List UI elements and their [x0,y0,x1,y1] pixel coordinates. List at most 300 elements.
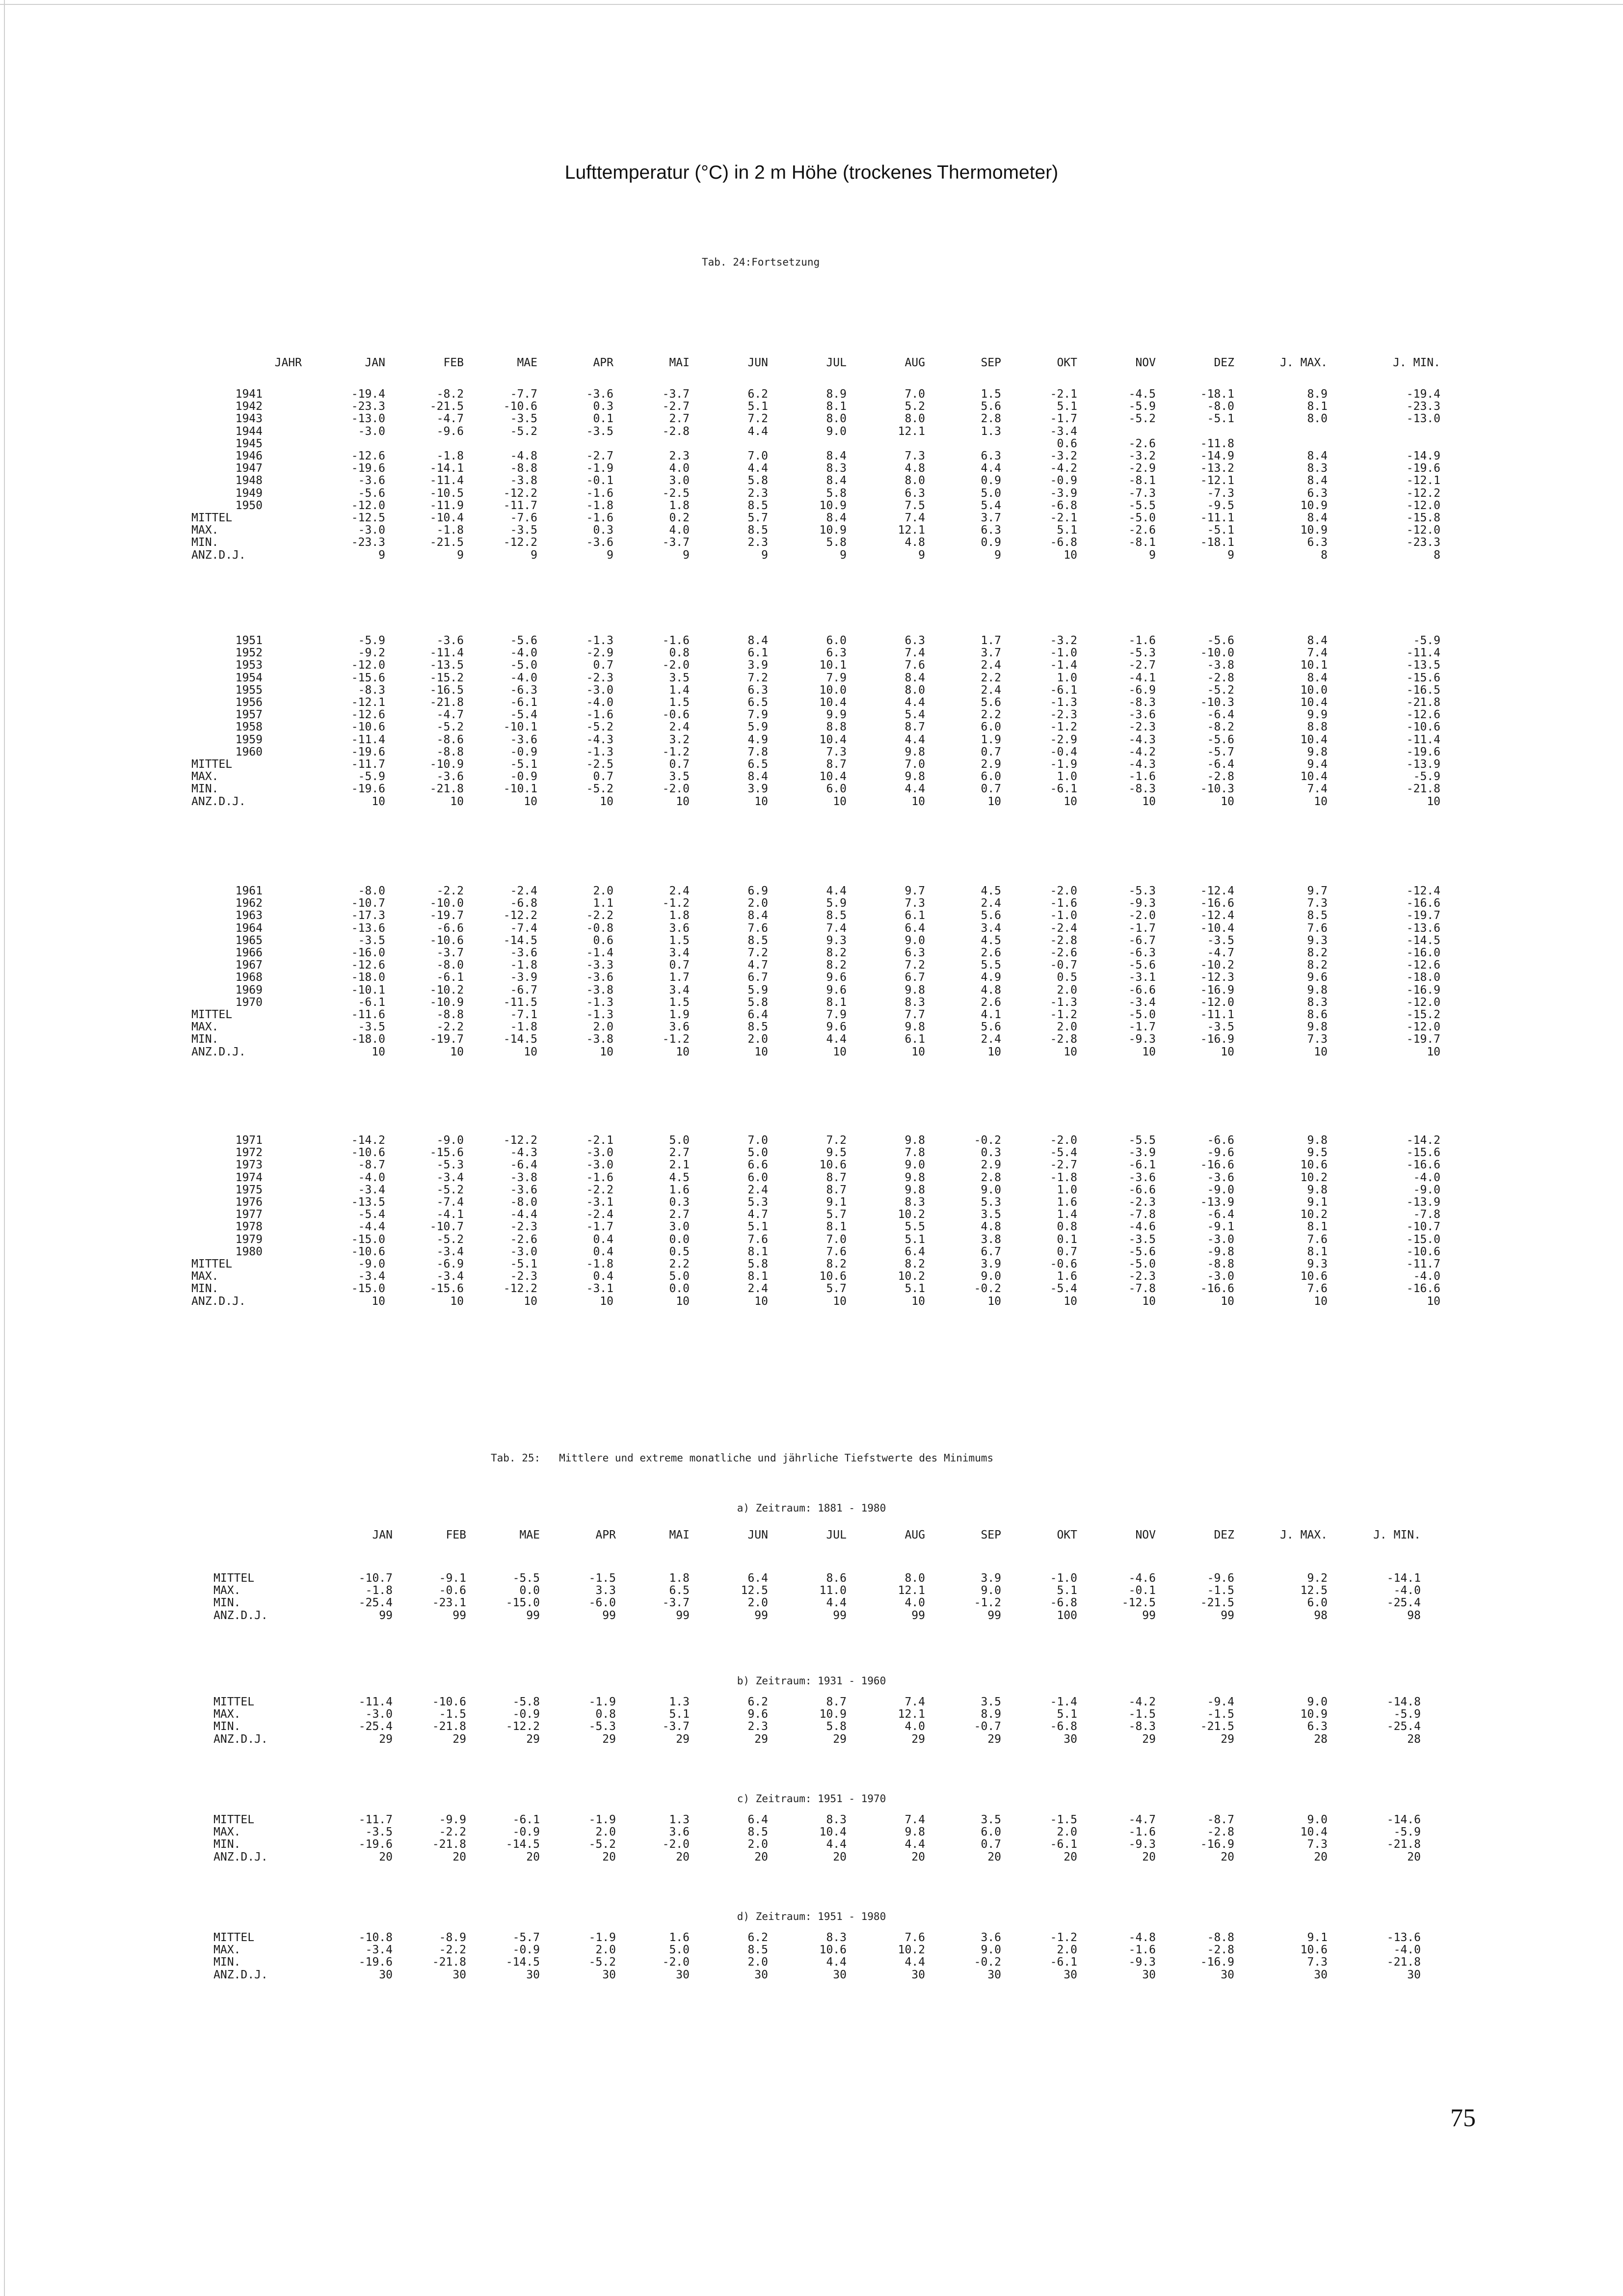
table-cell: 8.3 [905,996,925,1009]
table-cell: 10.6 [819,1270,847,1283]
table-cell: 10.2 [898,1270,925,1283]
table-cell: 5.8 [747,996,768,1009]
table-cell: 9.0 [1307,1813,1328,1826]
table-cell: 6.5 [669,1584,690,1597]
table-cell: 7.3 [1307,1956,1328,1969]
table-cell: -1.0 [1050,647,1077,660]
section-label: c) Zeitraum: 1951 - 1970 [737,1793,886,1805]
table-cell: -19.7 [1406,909,1440,922]
table-cell: -9.8 [1207,1245,1234,1258]
table-cell: 10 [754,795,768,808]
table-cell: -5.9 [358,634,385,647]
table-cell: -10.2 [429,983,464,997]
table-cell: 10.0 [1300,683,1328,697]
table-cell: -1.5 [1207,1708,1234,1721]
table-cell: -8.0 [436,959,464,972]
table-cell: 6.0 [981,721,1001,734]
table-cell: 29 [911,1732,925,1746]
table-cell: 9.8 [905,1171,925,1184]
table-cell: -2.7 [1128,659,1156,672]
table-cell: 8.3 [1307,996,1328,1009]
table-cell: -13.0 [1406,412,1440,426]
year-label: 1968 [235,971,263,984]
section-label: a) Zeitraum: 1881 - 1980 [737,1502,886,1514]
table-cell: 1.7 [981,634,1001,647]
table-cell: -3.3 [586,959,613,972]
table-cell: 7.0 [905,758,925,771]
table-cell: -3.7 [662,1720,690,1733]
year-label: 1958 [235,721,263,734]
table-cell: -3.6 [358,474,385,487]
column-header-jul: JUL [826,356,847,369]
table-cell: 10.4 [819,733,847,746]
table-row [0,794,1623,809]
table-cell: -3.9 [510,971,537,984]
table-row [0,1045,1623,1059]
table-cell: -5.4 [1050,1146,1077,1160]
table-cell: -2.0 [1050,885,1077,897]
table-cell: -15.0 [1406,1233,1440,1246]
table-cell: -4.5 [1128,388,1156,401]
table-cell: -1.5 [439,1708,466,1721]
table-cell: -14.5 [1406,934,1440,947]
table-cell: 4.9 [747,733,768,746]
table-cell: 9.3 [1307,1258,1328,1270]
table-cell: 7.6 [905,659,925,672]
table-cell: 10.2 [1300,1171,1328,1184]
row-label: ANZ.D.J. [191,548,246,562]
table-cell: -8.1 [1128,474,1156,487]
table-cell: 99 [1221,1609,1234,1622]
table-cell: 9 [531,548,537,562]
year-label: 1948 [235,474,263,487]
table-cell: -4.0 [1413,1171,1440,1184]
table-cell: 6.4 [747,1008,768,1021]
table-cell: 5.0 [669,1944,690,1957]
table-cell: 4.4 [905,783,925,796]
table-cell: -2.0 [662,1838,690,1851]
table-cell: 10 [1221,795,1234,808]
table-cell: 9.8 [1307,1134,1328,1147]
table-cell: 99 [526,1609,540,1622]
table-cell: -3.7 [662,1596,690,1610]
table-cell: 5.0 [747,1146,768,1160]
table-cell: -8.8 [436,1008,464,1021]
table-cell: 5.8 [747,474,768,487]
table-cell: -9.1 [1207,1220,1234,1234]
table-cell: -3.0 [358,524,385,537]
row-label: MAX. [191,1021,219,1034]
table-cell: -14.6 [1386,1813,1421,1826]
year-label: 1956 [235,696,263,709]
table-cell: -2.4 [586,1208,613,1221]
table-cell: 10.6 [1300,1944,1328,1957]
table-cell: -3.4 [1128,996,1156,1009]
table-cell: -19.6 [358,1956,393,1969]
table-cell: -13.5 [1406,659,1440,672]
table-cell: -4.0 [1413,1270,1440,1283]
table-cell: 6.3 [981,450,1001,462]
table-cell: -10.6 [351,1146,385,1160]
table-cell: -8.0 [510,1196,537,1209]
table-cell: 10 [987,795,1001,808]
table-cell: -0.1 [1128,1584,1156,1597]
table-cell: 4.5 [981,885,1001,897]
row-label: MIN. [213,1596,241,1610]
table-cell: 7.6 [747,921,768,935]
table-cell: 9.1 [826,1196,847,1209]
table-cell: 0.6 [1057,437,1077,450]
table-cell: -12.0 [351,659,385,672]
table-cell: 7.2 [826,1134,847,1147]
table-cell: -6.6 [436,921,464,935]
table-cell: 7.3 [1307,1033,1328,1046]
table-cell: 9.0 [826,425,847,438]
table-cell: -11.7 [358,1813,393,1826]
table-cell: 3.9 [981,1572,1001,1585]
table-cell: -2.9 [1050,733,1077,746]
table-cell: 6.0 [747,1171,768,1184]
table-cell: -5.5 [1128,1134,1156,1147]
table-cell: -4.1 [436,1208,464,1221]
table-cell: 9 [761,548,768,562]
table-cell: -15.6 [351,671,385,684]
table-cell: -21.8 [432,1720,466,1733]
table-cell: 2.0 [593,1021,613,1034]
table-cell: 0.1 [1057,1233,1077,1246]
table-cell: -5.3 [588,1720,616,1733]
table-cell: -5.3 [1128,885,1156,897]
table-cell: -7.7 [510,388,537,401]
table-cell: 10 [911,795,925,808]
table-cell: 10.6 [819,1944,847,1957]
table-cell: 9.8 [1307,983,1328,997]
table-cell: 10 [754,1295,768,1308]
page-title: Lufttemperatur (°C) in 2 m Höhe (trockenes Thermometer) [564,162,1059,183]
table-cell: 10 [911,1045,925,1058]
table-cell: -5.9 [358,770,385,783]
table-cell: 6.1 [905,909,925,922]
table-cell: 10 [1314,1295,1328,1308]
table-cell: -21.5 [429,536,464,549]
table-cell: -16.9 [1200,1956,1234,1969]
table-cell: -5.4 [1050,1282,1077,1296]
table-cell: -0.8 [586,921,613,935]
table-cell: 10.4 [819,1826,847,1839]
year-label: 1978 [235,1220,263,1234]
table-cell: 0.5 [669,1245,690,1258]
table-cell: -10.6 [429,934,464,947]
year-label: 1969 [235,983,263,997]
table-cell: -10.7 [358,1572,393,1585]
table-cell: -11.7 [1406,1258,1440,1270]
table-cell: 9 [994,548,1001,562]
table-cell: -23.1 [432,1596,466,1610]
table-cell: 8.3 [826,1931,847,1944]
table-cell: 3.6 [981,1931,1001,1944]
table-cell: 6.7 [981,1245,1001,1258]
table-cell: -1.6 [1128,634,1156,647]
table-cell: 4.4 [826,1596,847,1610]
table-cell: 10 [1427,1045,1440,1058]
table-cell: 2.4 [747,1183,768,1196]
table-cell: 2.7 [669,412,690,426]
table-cell: 9 [840,548,847,562]
table-cell: -16.5 [1406,683,1440,697]
table-cell: 30 [452,1968,466,1981]
table-cell: 8.2 [905,1258,925,1270]
table-cell: -2.2 [436,885,464,897]
table-cell: 8.8 [826,721,847,734]
table-cell: 1.5 [669,934,690,947]
table-cell: 8.4 [1307,634,1328,647]
row-label: MAX. [213,1944,241,1957]
table-cell: -3.9 [1128,1146,1156,1160]
table-cell: -3.1 [586,1282,613,1296]
table-cell: -13.6 [1406,921,1440,935]
table-cell: 4.0 [905,1720,925,1733]
table-cell: 0.3 [593,400,613,413]
table-cell: 0.7 [593,770,613,783]
row-label: MAX. [213,1826,241,1839]
table-cell: -3.6 [510,946,537,959]
table-cell: 10 [676,795,690,808]
table-cell: 9.8 [1307,1021,1328,1034]
table-cell: -16.6 [1200,897,1234,910]
table-cell: -11.4 [358,1696,393,1708]
table-cell: 0.8 [1057,1220,1077,1234]
table-cell: 4.7 [747,959,768,972]
table-cell: -9.0 [436,1134,464,1147]
table-cell: 5.4 [981,499,1001,512]
table-cell: 0.0 [669,1233,690,1246]
table-cell: 100 [1057,1609,1077,1622]
table-cell: -5.2 [436,1183,464,1196]
table-cell: 10.9 [819,499,847,512]
table-cell: 8.5 [747,1944,768,1957]
table-cell: -10.9 [429,996,464,1009]
table-cell: -4.6 [1128,1220,1156,1234]
table-cell: 99 [1142,1609,1156,1622]
table-cell: 1.9 [981,733,1001,746]
table-cell: -15.8 [1406,512,1440,524]
table-cell: 0.7 [669,758,690,771]
table-cell: 7.0 [826,1233,847,1246]
table-cell: 5.4 [905,708,925,722]
table-cell: 3.3 [595,1584,616,1597]
table-cell: -0.9 [1050,474,1077,487]
table-row [0,548,1623,563]
column-header-jan: JAN [365,356,385,369]
table-cell: 7.2 [905,959,925,972]
row-label: ANZ.D.J. [191,1295,246,1308]
table-cell: -21.5 [1200,1596,1234,1610]
table-cell: 7.8 [747,745,768,758]
table-cell: 10 [372,1295,385,1308]
table-cell: 4.7 [747,1208,768,1221]
table-cell: -6.9 [436,1258,464,1270]
table-cell: -8.3 [1128,783,1156,796]
year-label: 1957 [235,708,263,722]
table-cell: 99 [911,1609,925,1622]
table-cell: 9.8 [905,1021,925,1034]
table-cell: 10 [1314,1045,1328,1058]
table-cell: -8.2 [1207,721,1234,734]
table-cell: -2.7 [586,450,613,462]
table-cell: 3.5 [981,1208,1001,1221]
table-cell: -1.9 [588,1813,616,1826]
table-cell: -2.0 [662,783,690,796]
table-cell: -10.3 [1200,783,1234,796]
table-cell: -2.2 [436,1021,464,1034]
table-cell: -4.7 [1207,946,1234,959]
table-cell: 7.3 [1307,897,1328,910]
table-cell: -10.6 [1406,721,1440,734]
table-cell: 10.4 [1300,770,1328,783]
table-cell: 6.3 [1307,486,1328,500]
table-cell: 5.5 [981,959,1001,972]
table-cell: 10 [450,1295,464,1308]
table-cell: 2.1 [669,1159,690,1172]
table-cell: 8.1 [826,1220,847,1234]
table-cell: 10 [524,1045,537,1058]
table-cell: 8.4 [1307,671,1328,684]
row-label: MIN. [191,1033,219,1046]
table-cell: 10.1 [819,659,847,672]
table-cell: -2.8 [662,425,690,438]
table-cell: 5.6 [981,1021,1001,1034]
table-cell: -3.1 [1128,971,1156,984]
table-cell: 8.4 [1307,450,1328,462]
table-cell: 10.6 [1300,1159,1328,1172]
table-cell: -0.9 [510,770,537,783]
table-cell: 8.5 [747,524,768,537]
table-cell: -16.0 [1406,946,1440,959]
table-cell: 4.4 [747,425,768,438]
table-cell: -9.5 [1207,499,1234,512]
table-cell: 0.6 [593,934,613,947]
table-cell: 7.6 [1307,1233,1328,1246]
table-cell: -1.9 [1050,758,1077,771]
table-cell: 2.4 [981,659,1001,672]
table-cell: 99 [676,1609,690,1622]
table-cell: 99 [754,1609,768,1622]
table-cell: -5.2 [588,1838,616,1851]
table-cell: 2.9 [981,1159,1001,1172]
table-cell: 30 [676,1968,690,1981]
table-cell: -6.1 [510,696,537,709]
table-cell: 8.1 [826,400,847,413]
table-cell: 1.8 [669,499,690,512]
table-cell: 9 [457,548,464,562]
table-cell: 9.0 [1307,1696,1328,1708]
table-cell: -1.6 [1128,1826,1156,1839]
table-cell: -2.9 [586,647,613,660]
column-header-nov: NOV [1135,1529,1156,1541]
table-cell: 9.8 [905,1134,925,1147]
table-cell: 9.7 [905,885,925,897]
table-cell: -16.5 [429,683,464,697]
page-number: 75 [1450,2104,1476,2132]
table-cell: -2.8 [1207,1944,1234,1957]
table-cell: 1.6 [669,1183,690,1196]
table-cell: -5.2 [586,721,613,734]
table-cell: -16.9 [1406,983,1440,997]
table-cell: -2.3 [1050,708,1077,722]
table-cell: -21.8 [1406,783,1440,796]
table-cell: -10.7 [429,1220,464,1234]
year-label: 1943 [235,412,263,426]
year-label: 1977 [235,1208,263,1221]
table-cell: -5.2 [510,425,537,438]
table-cell: -13.9 [1406,758,1440,771]
table-cell: 30 [1407,1968,1421,1981]
table-row [0,1608,1623,1623]
table-cell: 3.6 [669,921,690,935]
table-cell: -3.5 [1207,934,1234,947]
table-cell: 10.9 [1300,499,1328,512]
table-cell: 7.6 [826,1245,847,1258]
row-label: MAX. [213,1708,241,1721]
table-cell: 9.7 [1307,885,1328,897]
table-cell: 3.6 [669,1021,690,1034]
table-cell: -15.2 [1406,1008,1440,1021]
table-cell: 8.9 [1307,388,1328,401]
table-cell: -3.0 [586,1159,613,1172]
table-cell: -15.0 [351,1233,385,1246]
table-cell: -21.8 [1406,696,1440,709]
table-cell: -1.7 [1128,921,1156,935]
table-cell: -3.0 [365,1708,393,1721]
row-label: MIN. [213,1838,241,1851]
table-cell: -6.4 [1207,708,1234,722]
table-cell: 8.2 [1307,959,1328,972]
table-cell: 1.0 [1057,770,1077,783]
table-cell: -14.1 [429,462,464,475]
table-cell: 2.0 [595,1944,616,1957]
table-cell: -5.2 [436,721,464,734]
table-cell: -4.0 [510,647,537,660]
table-cell: 8.1 [826,996,847,1009]
table-cell: 2.0 [747,1596,768,1610]
table-cell: 5.8 [826,486,847,500]
table-cell: -1.6 [662,634,690,647]
table-cell: 20 [1064,1850,1077,1864]
table-cell: -9.3 [1128,897,1156,910]
table-cell: -4.4 [510,1208,537,1221]
table-cell: 8.2 [1307,946,1328,959]
table-cell: 2.4 [981,897,1001,910]
table-cell: 9 [378,548,385,562]
year-label: 1946 [235,450,263,462]
table-cell: -5.4 [358,1208,385,1221]
table-subtitle: Tab. 24:Fortsetzung [702,256,820,268]
table-cell: 7.4 [826,921,847,935]
table-cell: 7.9 [826,671,847,684]
table-cell: 1.6 [1057,1270,1077,1283]
table-cell: -5.6 [358,486,385,500]
table-cell: -9.0 [1207,1183,1234,1196]
table-cell: 4.8 [981,1220,1001,1234]
table-cell: -1.8 [436,524,464,537]
table-cell: 2.0 [747,1838,768,1851]
table-cell: 1.6 [669,1931,690,1944]
table-cell: -12.0 [1406,524,1440,537]
table-cell: -9.1 [439,1572,466,1585]
table-cell: -6.6 [1128,983,1156,997]
table-cell: 10.0 [819,683,847,697]
table-cell: 10.4 [1300,1826,1328,1839]
